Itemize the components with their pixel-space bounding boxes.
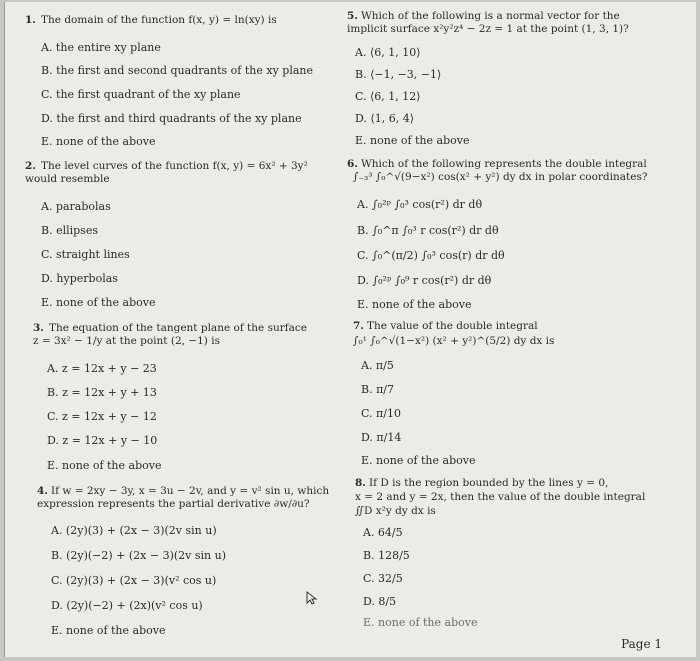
question-number: 3. (33, 322, 44, 334)
option-a[interactable]: A. z = 12x + y − 23 (47, 362, 157, 375)
question-stem-line-2: would resemble (25, 173, 110, 185)
question-number: 5. (347, 10, 358, 22)
option-a[interactable]: A. 64/5 (363, 526, 403, 539)
option-e[interactable]: E. none of the above (363, 616, 478, 629)
question-stem-line-3: ∬D x²y dy dx is (355, 505, 436, 517)
option-e[interactable]: E. none of the above (355, 134, 470, 147)
option-c[interactable]: C. ∫₀^(π/2) ∫₀³ cos(r) dr dθ (357, 249, 505, 262)
question-stem-line-2: ∫₋₃³ ∫₀^√(9−x²) cos(x² + y²) dy dx in polar coordinates? (353, 171, 648, 183)
option-c[interactable]: C. 32/5 (363, 572, 403, 585)
option-a[interactable]: A. ∫₀²ᵖ ∫₀³ cos(r²) dr dθ (357, 198, 483, 211)
question-stem: Which of the following is a normal vector for the (361, 10, 620, 22)
option-b[interactable]: B. (2y)(−2) + (2x − 3)(2v sin u) (51, 549, 226, 562)
question-stem-line-2: implicit surface x²y²z⁴ − 2z = 1 at the point (1, 3, 1)? (347, 23, 629, 35)
option-b[interactable]: B. ⟨−1, −3, −1⟩ (355, 68, 442, 81)
question-stem: Which of the following represents the double integral (361, 158, 647, 170)
option-d[interactable]: D. the first and third quadrants of the xy plane (41, 112, 302, 125)
page-number: Page 1 (621, 637, 662, 651)
option-d[interactable]: D. ⟨1, 6, 4⟩ (355, 112, 414, 125)
option-d[interactable]: D. ∫₀²ᵖ ∫₀⁹ r cos(r²) dr dθ (357, 274, 492, 287)
question-stem-line-2: z = 3x² − 1/y at the point (2, −1) is (33, 335, 220, 347)
question-number: 4. (37, 485, 48, 497)
question-stem: The level curves of the function f(x, y) = 6x² + 3y² (41, 160, 308, 172)
option-d[interactable]: D. 8/5 (363, 595, 397, 608)
question-stem: The equation of the tangent plane of the surface (49, 322, 307, 334)
option-b[interactable]: B. the first and second quadrants of the xy plane (41, 64, 314, 77)
question-number: 2. (25, 160, 36, 172)
option-b[interactable]: B. 128/5 (363, 549, 410, 562)
option-c[interactable]: C. z = 12x + y − 12 (47, 410, 157, 423)
option-c[interactable]: C. (2y)(3) + (2x − 3)(v² cos u) (51, 574, 217, 587)
option-c[interactable]: C. straight lines (41, 248, 130, 261)
option-b[interactable]: B. ellipses (41, 224, 98, 237)
option-d[interactable]: D. π/14 (361, 431, 402, 444)
question-number: 8. (355, 477, 366, 489)
option-e[interactable]: E. none of the above (41, 296, 156, 309)
question-stem-line-2: expression represents the partial derivative ∂w/∂u? (37, 498, 310, 510)
question-number: 7. (353, 320, 364, 332)
exam-page (4, 2, 696, 657)
option-a[interactable]: A. π/5 (361, 359, 394, 372)
option-d[interactable]: D. hyperbolas (41, 272, 118, 285)
option-e[interactable]: E. none of the above (51, 624, 166, 637)
option-e[interactable]: E. none of the above (357, 298, 472, 311)
option-a[interactable]: A. (2y)(3) + (2x − 3)(2v sin u) (51, 524, 217, 537)
option-c[interactable]: C. the first quadrant of the xy plane (41, 88, 241, 101)
question-stem-line-2: x = 2 and y = 2x, then the value of the double integral (355, 491, 646, 503)
question-stem: If w = 2xy − 3y, x = 3u − 2v, and y = v² sin u, which (51, 485, 330, 497)
question-number: 6. (347, 158, 358, 170)
option-e[interactable]: E. none of the above (41, 135, 156, 148)
option-e[interactable]: E. none of the above (47, 459, 162, 472)
option-d[interactable]: D. (2y)(−2) + (2x)(v² cos u) (51, 599, 203, 612)
question-number: 1. (25, 14, 36, 26)
option-a[interactable]: A. the entire xy plane (41, 41, 161, 54)
question-stem: The value of the double integral (367, 320, 538, 332)
mouse-pointer-icon (305, 590, 321, 606)
option-e[interactable]: E. none of the above (361, 454, 476, 467)
option-d[interactable]: D. z = 12x + y − 10 (47, 434, 158, 447)
option-b[interactable]: B. π/7 (361, 383, 395, 396)
option-c[interactable]: C. ⟨6, 1, 12⟩ (355, 90, 421, 103)
question-stem-line-2: ∫₀¹ ∫₀^√(1−x²) (x² + y²)^(5/2) dy dx is (353, 335, 555, 347)
option-a[interactable]: A. ⟨6, 1, 10⟩ (355, 46, 421, 59)
option-b[interactable]: B. z = 12x + y + 13 (47, 386, 157, 399)
option-b[interactable]: B. ∫₀^π ∫₀³ r cos(r²) dr dθ (357, 224, 499, 237)
question-stem: If D is the region bounded by the lines y = 0, (369, 477, 609, 489)
question-stem: The domain of the function f(x, y) = ln(xy) is (41, 14, 277, 26)
option-a[interactable]: A. parabolas (41, 200, 111, 213)
option-c[interactable]: C. π/10 (361, 407, 401, 420)
